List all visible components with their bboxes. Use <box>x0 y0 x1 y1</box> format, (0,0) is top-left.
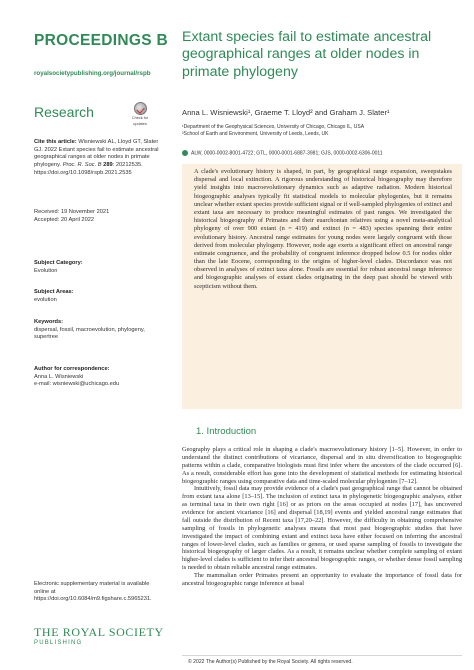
check-for-updates-badge[interactable] <box>127 102 153 126</box>
supplementary-note: Electronic supplementary material is available online at https://doi.org/10.6084/m9.figshare.c.5965231. <box>34 581 152 603</box>
orcid-line <box>182 150 383 156</box>
publisher-logo <box>34 625 164 646</box>
article-title: Extant species fail to estimate ancestral geographical ranges at older nodes in primate phylogeny <box>182 29 432 80</box>
article-authors: Anna L. Wisniewski¹, Graeme T. Lloyd² and Graham J. Slater¹ <box>182 108 390 117</box>
subject-areas-value: evolution <box>34 296 57 303</box>
keywords-value: dispersal, fossil, macroevolution, phylogeny, supertree <box>34 326 145 341</box>
citation-label: Cite this article: <box>34 139 77 145</box>
keywords-label: Keywords: <box>34 319 64 325</box>
citation-block: Cite this article: Wisniewski AL, Lloyd GT, Slater GJ. 2022 Extant species fail to estimate ancestral geographical ranges at older nodes in primate phylogeny. Proc. R. Soc. B 289: 20212535. https://doi.org/10.1098/rspb.2021.2535 <box>34 139 159 176</box>
abstract-box <box>182 164 462 409</box>
citation-doi[interactable]: https://doi.org/10.1098/rspb.2021.2535 <box>34 169 132 176</box>
introduction-heading: 1. Introduction <box>196 426 257 437</box>
subject-category <box>34 260 164 275</box>
intro-paragraph-2: Intuitively, fossil data may provide evidence of a clade's past geographical range that cannot be obtained from extant taxa alone [13–15]. The inclusion of extinct taxa in phylogenetic biogeographic analyses, either as terminal taxa in their own right [16] or as priors on the areas occupied at nodes [17], has uncovered evidence for ancient vicariance [16] and dispersal [18,19] events and yielded ancestral range estimates that fall outside the distribution of Recent taxa [17,20–22]. However, the difficulty in obtaining comprehensive sampling of fossils in phylogenetic analyses means that most past biogeographic studies that have investigated the impact of combining extant and extinct taxa have either focused on inferring the ancestral ranges of lower-level clades, such as families or genera, or used sparse sampling of fossils to investigate the historical biogeography of larger clades. As a result, it remains unclear whether complete sampling of extant higher-level clades is sufficient to infer their ancestral biogeographic ranges, or whether dense fossil sampling is needed to obtain reliable ancestral range estimates. <box>182 485 462 572</box>
dates-block <box>34 209 164 224</box>
introduction-body <box>182 446 462 588</box>
keywords <box>34 319 154 342</box>
copyright-notice: © 2022 The Author(s) Published by the Royal Society. All rights reserved. <box>188 659 353 665</box>
affiliation-2: ²School of Earth and Environment, University of Leeds, Leeds, UK <box>182 130 329 137</box>
subject-category-value: Evolution <box>34 267 58 274</box>
journal-url[interactable]: royalsocietypublishing.org/journal/rspb <box>34 70 151 77</box>
affiliation-1: ¹Department of the Geophysical Sciences, University of Chicago, Chicago IL, USA <box>182 124 365 130</box>
citation-text: Wisniewski AL, Lloyd GT, Slater GJ. 2022 Extant species fail to estimate ancestral geographical ranges at older nodes in primate phylogeny. <box>34 139 159 169</box>
check-updates-line2: updates <box>133 121 147 126</box>
author-affiliations <box>182 124 452 137</box>
citation-pages: 20212535. <box>115 162 143 169</box>
citation-volume: 289 <box>103 162 113 169</box>
orcid-icon <box>182 150 188 156</box>
correspondence-email[interactable]: e-mail: wisniewski@uchicago.edu <box>34 381 120 388</box>
received-date: Received: 19 November 2021 <box>34 209 110 215</box>
correspondence-label: Author for correspondence: <box>34 366 110 372</box>
citation-journal: Proc. R. Soc. B <box>62 162 102 169</box>
footer-divider <box>182 655 462 656</box>
subject-areas-label: Subject Areas: <box>34 289 74 295</box>
intro-paragraph-1: Geography plays a critical role in shaping a clade's macroevolutionary history [1–5]. However, in order to understand the distinct contributions of vicariance, dispersal and in situ diversification to biogeographic patterns within a clade, comparative biologists must first infer where the ancestors of the clade occurred [6]. As a result, considerable effort has gone into the development of statistical methods for estimating historical biogeographic ranges using comparative data and time-scaled molecular phylogenies [7–12]. <box>182 446 462 485</box>
journal-name: PROCEEDINGS B <box>34 32 168 49</box>
publisher-logo-line1: THE ROYAL SOCIETY <box>34 625 164 639</box>
intro-paragraph-3: The mammalian order Primates present an opportunity to evaluate the importance of fossil data for ancestral biogeographic range inference at basal <box>182 572 462 587</box>
section-label: Research <box>34 104 94 120</box>
subject-areas <box>34 289 164 304</box>
orcid-ids: ALW, 0000-0002-8001-4722; GTL, 0000-0001-6887-3981; GJS, 0000-0002-6306-0011 <box>191 150 383 157</box>
accepted-date: Accepted: 20 April 2022 <box>34 216 95 223</box>
correspondence <box>34 366 164 389</box>
subject-category-label: Subject Category: <box>34 260 83 266</box>
check-updates-icon <box>134 102 147 115</box>
abstract-text: A clade's evolutionary history is shaped, in part, by geographical range expansion, sweepstakes dispersal and local extinction. A rigorous understanding of historical biogeography may therefore yield insights into macroevolutionary dynamics such as adaptive radiation. Modern historical biogeographic analyses typically fit statistical models to molecular phylogenies, but it remains unclear whether extant species provide sufficient signal or if well-sampled phylogenies of extinct and extant taxa are necessary to produce meaningful estimates of past ranges. We investigated the historical biogeography of Primates and their euarchontan relatives using a novel meta-analytical phylogeny of over 900 extant (n = 419) and extinct (n = 483) species spanning their entire evolutionary history. Ancestral range estimates for young nodes were largely congruent with those derived from molecular phylogeny. However, node age exerts a significant effect on ancestral range estimate congruence, and the probability of congruent inference dropped below 0.5 for nodes older than the late Eocene, corresponding to the origins of higher-level clades. Discordance was not observed in analyses of extinct taxa alone. Fossils are essential for robust ancestral range inference and biogeographic analyses of extant clades originating in the deep past should be viewed with scepticism without them. <box>194 168 452 290</box>
check-updates-line1: Check for <box>131 116 149 120</box>
publisher-logo-line2: PUBLISHING <box>34 640 83 646</box>
correspondence-name: Anna L. Wisniewski <box>34 373 84 380</box>
